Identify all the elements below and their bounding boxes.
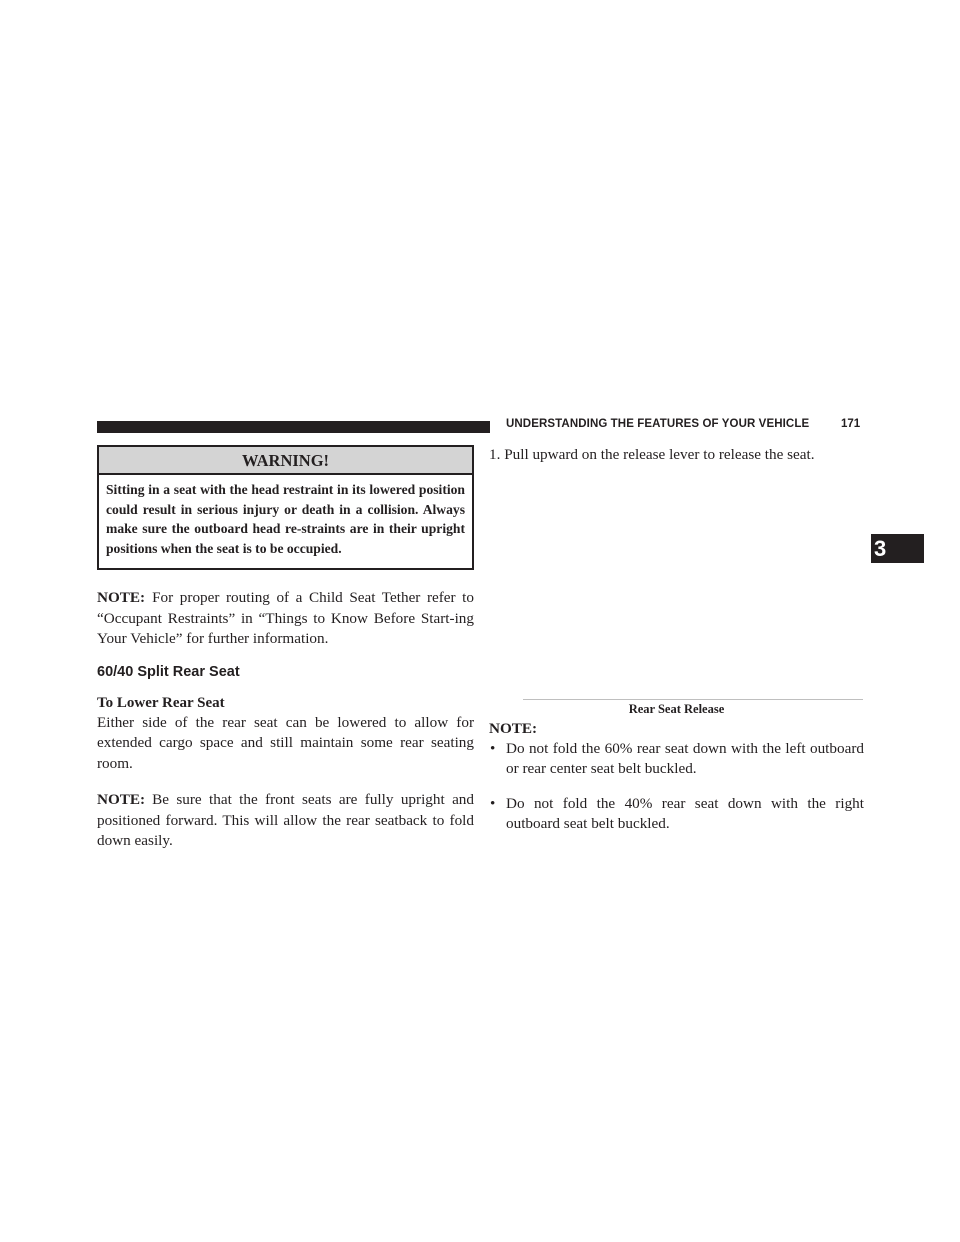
- note-front-seats: [97, 790, 474, 852]
- figure-divider: [523, 699, 863, 700]
- figure-rear-seat-release: [489, 466, 864, 684]
- section-paragraph: Either side of the rear seat can be lowered to allow for extended cargo space and still maintain some rear seating room.: [97, 713, 474, 772]
- note-heading: NOTE:: [489, 719, 538, 737]
- note-child-seat-tether: [97, 588, 474, 650]
- header-bar: [97, 421, 490, 433]
- page-header-title: UNDERSTANDING THE FEATURES OF YOUR VEHICLE: [506, 418, 810, 430]
- step-1: 1. Pull upward on the release lever to release the seat.: [489, 446, 815, 463]
- bullet-text: Do not fold the 60% rear seat down with the left outboard or rear center seat belt buckled.: [506, 739, 864, 777]
- page-number: 171: [841, 418, 861, 430]
- warning-title: WARNING!: [99, 447, 472, 475]
- right-column: [489, 445, 864, 835]
- note-text: Be sure that the front seats are fully upright and positioned forward. This will allow the rear seatback to fold down easily.: [97, 791, 474, 849]
- note-text: For proper routing of a Child Seat Tether refer to “Occupant Restraints” in “Things to Know Before Start-ing Your Vehicle” for further information.: [97, 589, 474, 647]
- sub-heading: To Lower Rear Seat: [97, 694, 225, 711]
- warning-box: [97, 445, 474, 570]
- left-column: [97, 445, 474, 852]
- note-label: NOTE:: [97, 589, 146, 606]
- bullet-item: [489, 739, 864, 780]
- bullet-dot-icon: •: [490, 739, 496, 757]
- note-label: NOTE:: [97, 791, 146, 808]
- figure-caption: Rear Seat Release: [628, 701, 725, 716]
- chapter-tab: 3: [871, 534, 924, 563]
- bullet-dot-icon: •: [490, 794, 496, 812]
- warning-body: Sitting in a seat with the head restraint in its lowered position could result in serious injury or death in a collision. Always make sure the outboard head re-straints are in their upright positions when the seat is to be occupied.: [106, 482, 465, 556]
- bullet-item: [489, 794, 864, 835]
- bullet-text: Do not fold the 40% rear seat down with the right outboard seat belt buckled.: [506, 794, 864, 832]
- section-heading: 60/40 Split Rear Seat: [97, 663, 240, 680]
